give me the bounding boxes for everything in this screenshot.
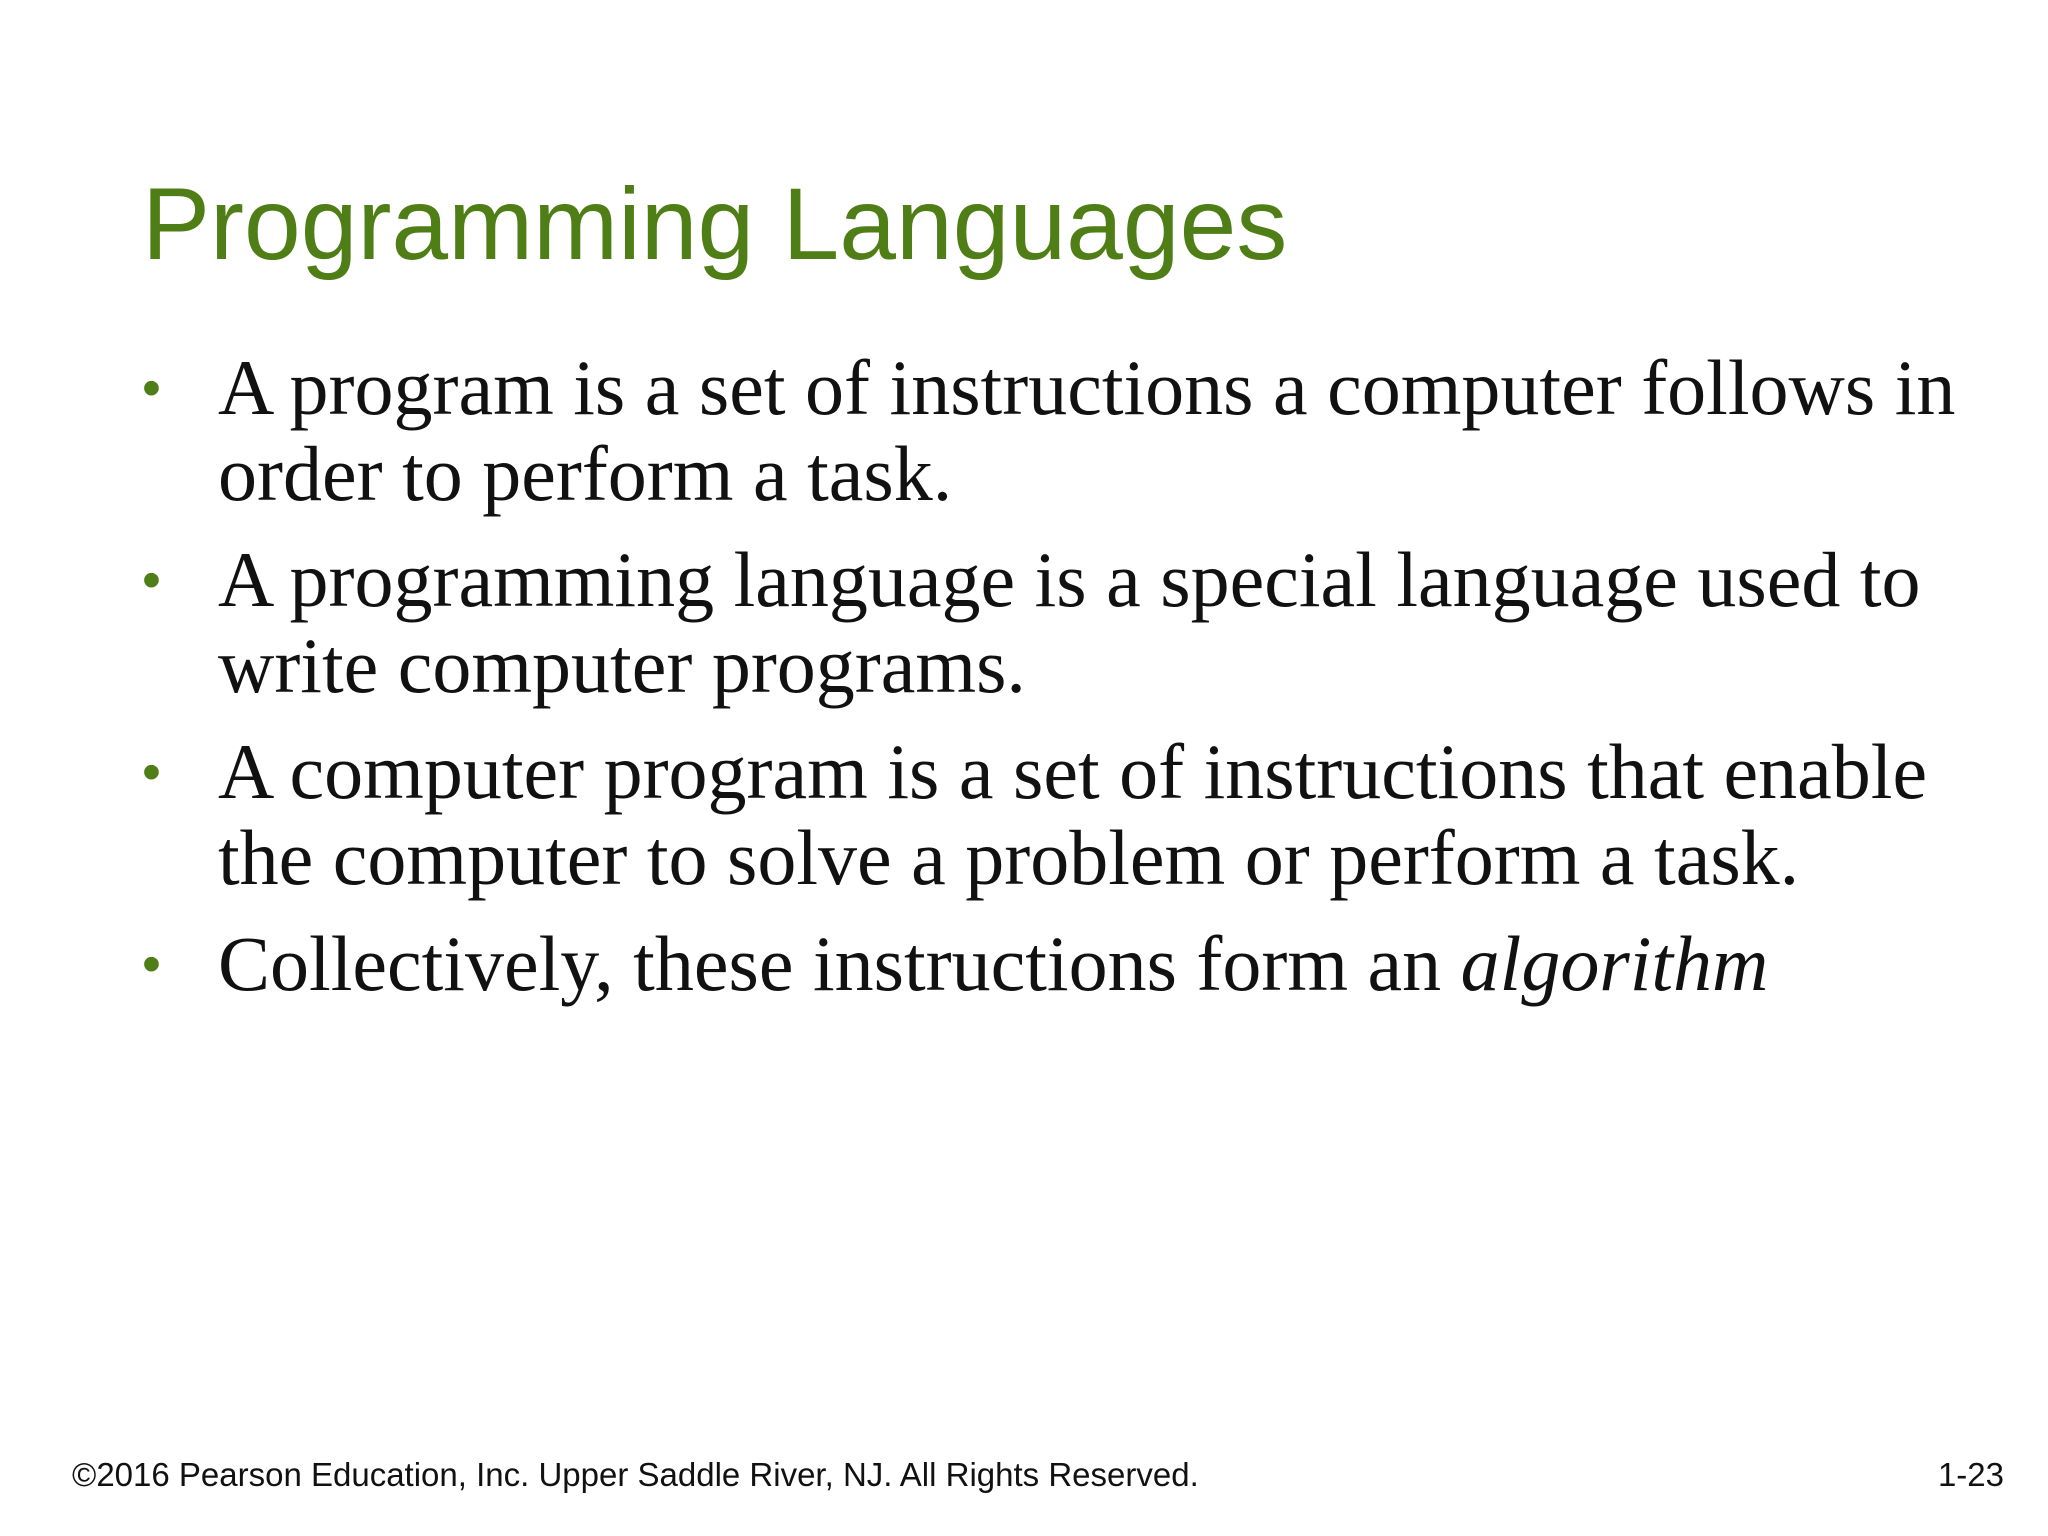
page-number: 1-23 [1937,1456,2004,1493]
bullet-icon: • [142,934,161,994]
bullet-text: A programming language is a special language used to write computer programs. [218,536,1921,709]
copyright-notice: ©2016 Pearson Education, Inc. Upper Saddle River, NJ. All Rights Reserved. [72,1456,1199,1493]
bullet-item [142,537,2002,709]
bullet-item [142,921,2002,1007]
bullet-list [142,345,2002,1027]
bullet-icon: • [142,550,161,610]
bullet-text: A computer program is a set of instructions that enable the computer to solve a problem or perform a task. [218,728,1928,901]
bullet-icon: • [142,742,161,802]
bullet-emphasis: algorithm [1460,920,1769,1007]
bullet-item [142,345,2002,517]
bullet-text: Collectively, these instructions form an [218,920,1461,1007]
bullet-item [142,729,2002,901]
bullet-icon: • [142,358,161,418]
bullet-text: A program is a set of instructions a computer follows in order to perform a task. [218,344,1956,517]
slide-title: Programming Languages [142,167,1288,281]
